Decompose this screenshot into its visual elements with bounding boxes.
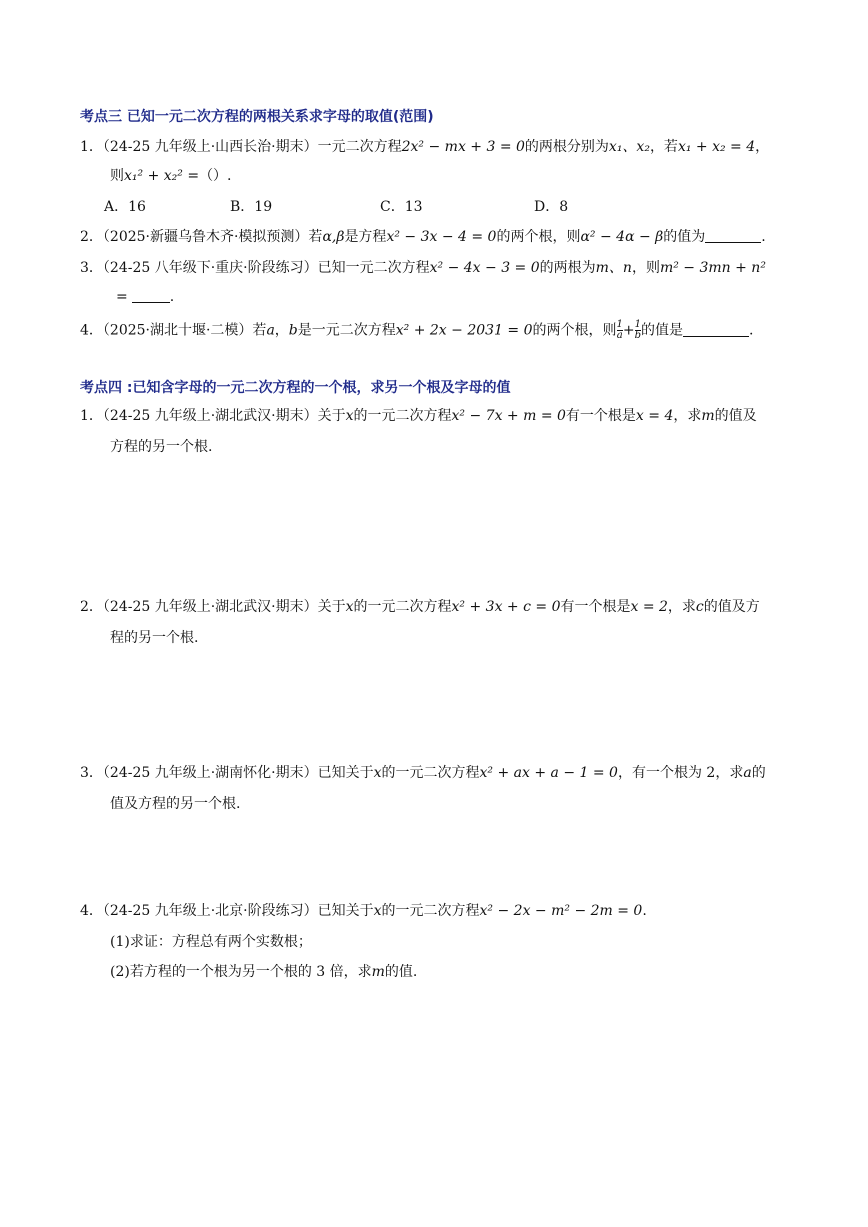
question-3-3-line1: 3．（24-25 八年级下·重庆·阶段练习）已知一元二次方程x² − 4x − 3 = 0的两根为m、n，则m² − 3mn + n²	[80, 260, 766, 276]
fraction-1-over-a: $\frac{1}{a}$	[616, 319, 623, 341]
section-title-3: 考点三 已知一元二次方程的两根关系求字母的取值(范围)	[80, 109, 434, 125]
question-4-2-line1: 2．（24-25 九年级上·湖北武汉·期末）关于x的一元二次方程x² + 3x + c = 0有一个根是x = 2，求c的值及方	[80, 599, 760, 615]
answer-blank	[705, 242, 761, 243]
question-3-3-line2: = .	[116, 289, 175, 305]
choice-b: B．19	[230, 199, 273, 215]
question-4-4-line1: 4．（24-25 九年级上·北京·阶段练习）已知关于x的一元二次方程x² − 2x − m² − 2m = 0.	[80, 903, 647, 919]
choice-a: A．16	[104, 199, 146, 215]
answer-blank	[132, 302, 170, 303]
question-4-1-line2: 方程的另一个根.	[110, 439, 213, 455]
question-3-1-line1: 1．（24-25 九年级上·山西长治·期末）一元二次方程2x² − mx + 3 = 0的两根分别为x₁、x₂，若x₁ + x₂ = 4，	[80, 139, 770, 155]
question-4-4-sub2: (2)若方程的一个根为另一个根的 3 倍，求m的值.	[110, 964, 418, 980]
question-3-2: 2．（2025·新疆乌鲁木齐·模拟预测）若α,β是方程x² − 3x − 4 = 0的两个根，则α² − 4α − β的值为 .	[80, 229, 766, 245]
question-3-1-line2: 则x₁² + x₂² =（）.	[110, 168, 232, 184]
equation: 2x² − mx + 3 = 0	[401, 139, 525, 155]
question-4-3-line2: 值及方程的另一个根.	[110, 796, 241, 812]
choice-c: C．13	[380, 199, 423, 215]
question-4-1-line1: 1．（24-25 九年级上·湖北武汉·期末）关于x的一元二次方程x² − 7x + m = 0有一个根是x = 4，求m的值及	[80, 408, 757, 424]
answer-blank	[683, 336, 749, 337]
fraction-1-over-b: $\frac{1}{b}$	[634, 319, 642, 341]
section-title-4: 考点四 :已知含字母的一元二次方程的一个根，求另一个根及字母的值	[80, 380, 511, 396]
choice-d: D．8	[534, 199, 569, 215]
question-3-4: 4．（2025·湖北十堰·二模）若a，b是一元二次方程x² + 2x − 2031 = 0的两个根，则 $\frac{1}{a}$ + $\frac{1}{b}$ 的值是 .	[80, 319, 754, 341]
question-4-2-line2: 程的另一个根.	[110, 630, 199, 646]
question-4-4-sub1: (1)求证：方程总有两个实数根；	[110, 934, 312, 950]
question-4-3-line1: 3．（24-25 九年级上·湖南怀化·期末）已知关于x的一元二次方程x² + ax + a − 1 = 0，有一个根为 2，求a的	[80, 765, 766, 781]
